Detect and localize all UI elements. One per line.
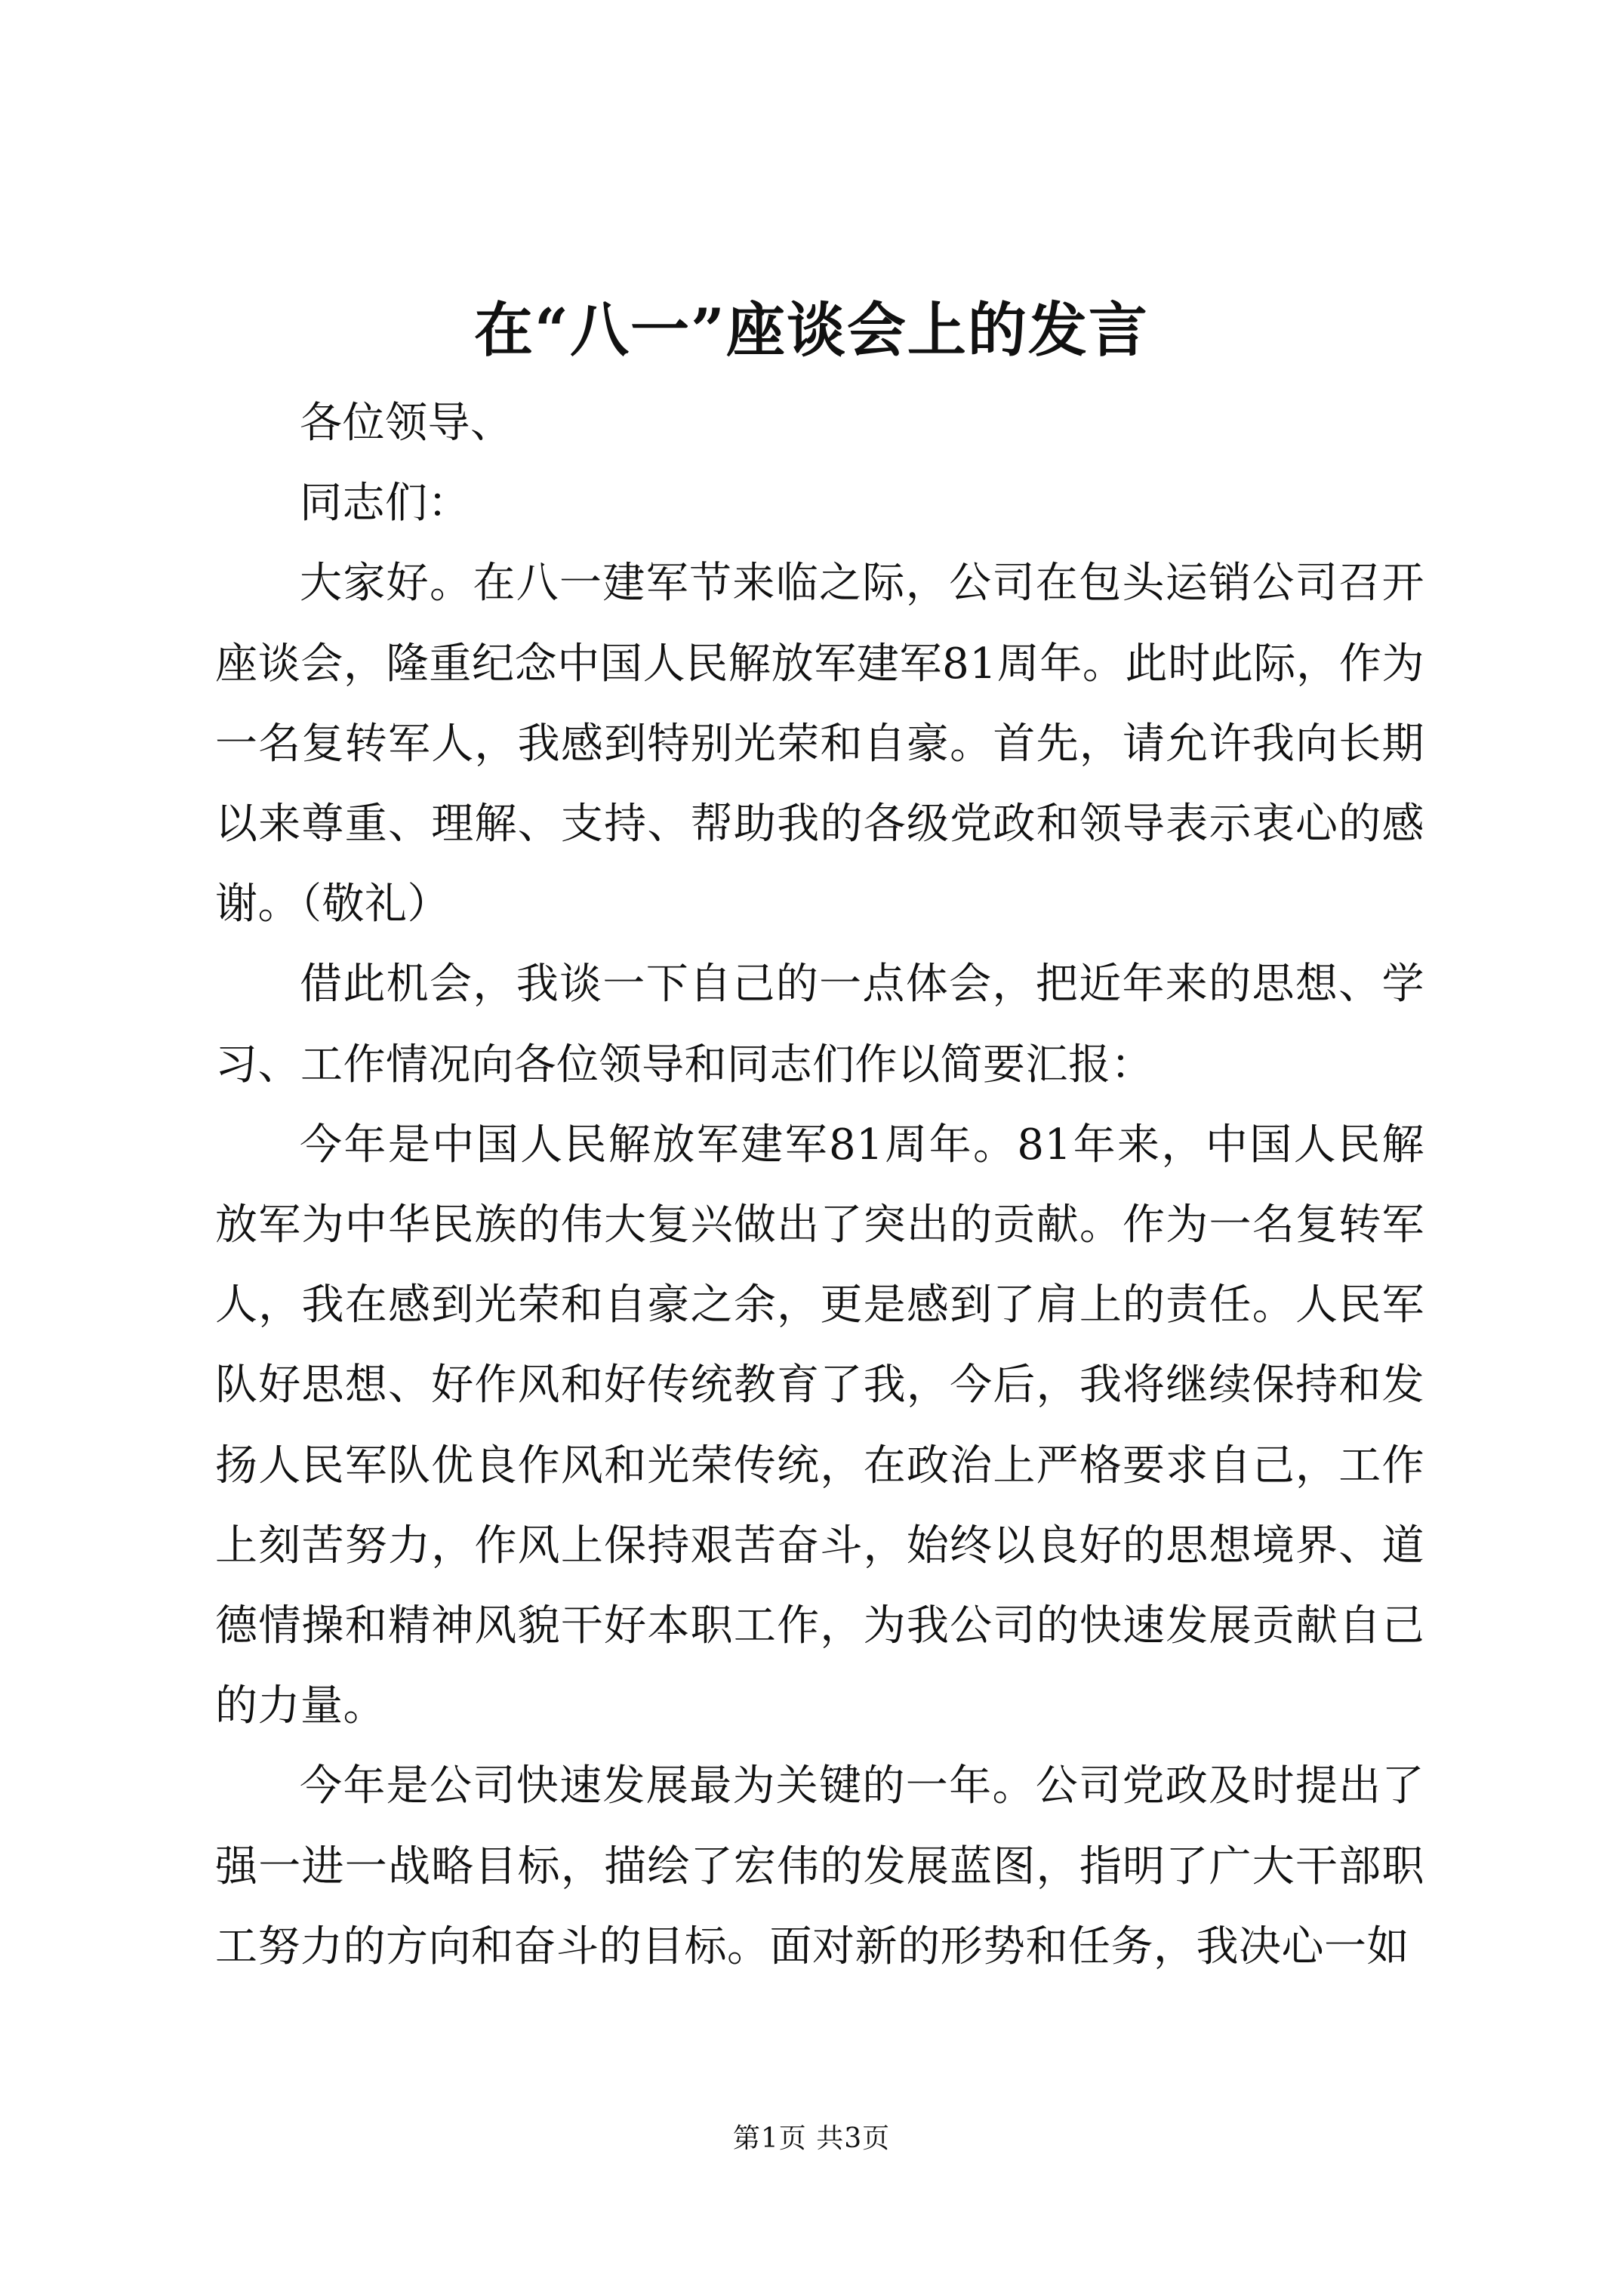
document-body (215, 384, 1424, 1987)
salutation-leaders: 各位领导、 (300, 399, 513, 448)
page-number-footer: 第1页 共3页 (732, 2123, 891, 2154)
paragraph-anniversary: 今年是中国人民解放军建军81周年。81年来，中国人民解放军为中华民族的伟大复兴做出了突出的贡献。作为一名复转军人，我在感到光荣和自豪之余，更是感到了肩上的责任。人民军队好思想、好作风和好传统教育了我，今后，我将继续保持和发扬人民军队优良作风和光荣传统，在政治上严格要求自己，工作上刻苦努力，作风上保持艰苦奋斗，始终以良好的思想境界、道德情操和精神风貌干好本职工作，为我公司的快速发展贡献自己的力量。 (215, 1120, 1424, 1731)
paragraph-company-goals: 今年是公司快速发展最为关键的一年。公司党政及时提出了强一进一战略目标，描绘了宏伟的发展蓝图，指明了广大干部职工努力的方向和奋斗的目标。面对新的形势和任务，我决心一如 (215, 1761, 1424, 1971)
salutation-comrades: 同志们： (300, 479, 470, 529)
paragraph-intro: 借此机会，我谈一下自己的一点体会，把近年来的思想、学习、工作情况向各位领导和同志们作以简要汇报： (215, 960, 1424, 1089)
paragraph-greeting: 大家好。在八一建军节来临之际，公司在包头运销公司召开座谈会，隆重纪念中国人民解放军建军81周年。此时此际，作为一名复转军人，我感到特别光荣和自豪。首先，请允许我向长期以来尊重、理解、支持、帮助我的各级党政和领导表示衷心的感谢。（敬礼） (215, 559, 1424, 929)
document-title: 在“八一”座谈会上的发言 (474, 296, 1149, 365)
